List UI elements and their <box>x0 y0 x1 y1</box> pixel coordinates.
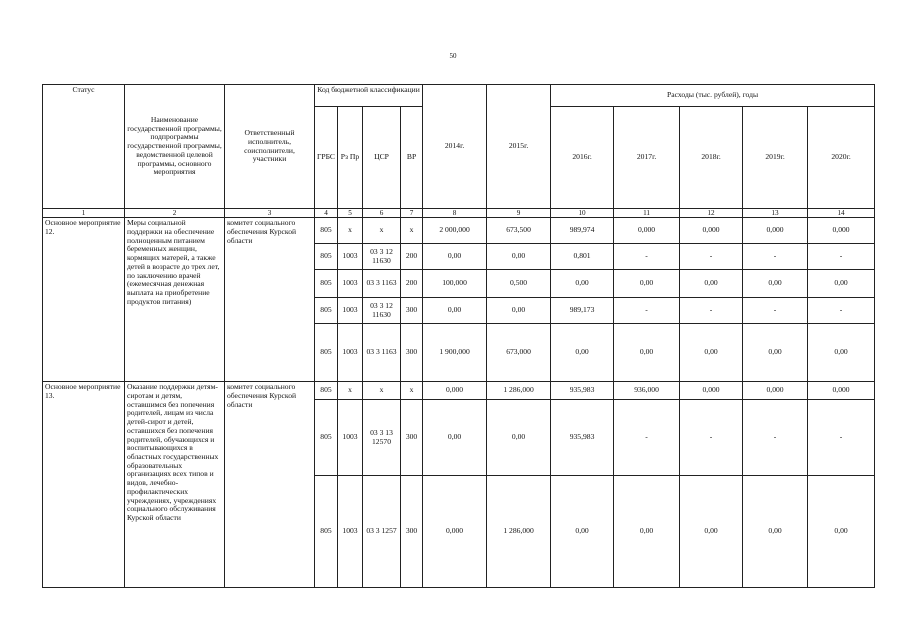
cell-csr: 03 3 1163 <box>363 324 401 382</box>
cell-grbs: 805 <box>315 476 338 588</box>
page-number: 50 <box>449 52 457 60</box>
cell-rzpr: x <box>338 218 363 244</box>
cell-2017: 0,00 <box>614 270 680 298</box>
cell-vr: 300 <box>401 298 423 324</box>
col-number: 11 <box>614 209 680 218</box>
m13-executor: комитет социального обеспечения Курской области <box>225 382 315 588</box>
cell-2020: - <box>808 298 875 324</box>
header-year-2018: 2018г. <box>680 107 743 209</box>
cell-2020: - <box>808 400 875 476</box>
header-budget-code: Код бюджетной классификации <box>315 85 423 107</box>
cell-rzpr: 1003 <box>338 270 363 298</box>
header-name: Наименование государственной программы, подпрограммы государственной программы, ведомственной целевой программы, основного мероприятия <box>125 85 225 209</box>
cell-2017: - <box>614 244 680 270</box>
cell-2014: 1 900,000 <box>423 324 487 382</box>
cell-2015: 673,000 <box>487 324 551 382</box>
cell-csr: x <box>363 218 401 244</box>
cell-vr: x <box>401 382 423 400</box>
cell-2016: 989,974 <box>551 218 614 244</box>
header-year-2014: 2014г. <box>423 85 487 209</box>
header-rzpr: Рз Пр <box>338 107 363 209</box>
cell-2018: - <box>680 400 743 476</box>
col-number: 2 <box>125 209 225 218</box>
cell-2014: 0,00 <box>423 244 487 270</box>
cell-grbs: 805 <box>315 400 338 476</box>
cell-2019: - <box>743 298 808 324</box>
header-csr: ЦСР <box>363 107 401 209</box>
cell-2016: 935,983 <box>551 400 614 476</box>
cell-2020: 0,000 <box>808 218 875 244</box>
col-number: 9 <box>487 209 551 218</box>
header-year-2019: 2019г. <box>743 107 808 209</box>
cell-2015: 0,00 <box>487 400 551 476</box>
cell-vr: 200 <box>401 244 423 270</box>
cell-vr: 300 <box>401 400 423 476</box>
cell-2018: 0,00 <box>680 324 743 382</box>
cell-grbs: 805 <box>315 298 338 324</box>
cell-csr: 03 3 1257 <box>363 476 401 588</box>
col-number: 8 <box>423 209 487 218</box>
cell-2019: - <box>743 244 808 270</box>
cell-csr: 03 3 1163 <box>363 270 401 298</box>
cell-2020: 0,00 <box>808 324 875 382</box>
m12-status: Основное мероприятие 12. <box>43 218 125 382</box>
col-number: 14 <box>808 209 875 218</box>
col-number: 5 <box>338 209 363 218</box>
col-number: 13 <box>743 209 808 218</box>
cell-vr: 200 <box>401 270 423 298</box>
cell-2015: 1 286,000 <box>487 382 551 400</box>
table-row <box>43 382 875 400</box>
m13-status: Основное мероприятие 13. <box>43 382 125 588</box>
header-year-2015: 2015г. <box>487 85 551 209</box>
header-year-2016: 2016г. <box>551 107 614 209</box>
header-year-2020: 2020г. <box>808 107 875 209</box>
col-number: 12 <box>680 209 743 218</box>
table-row <box>43 218 875 244</box>
header-status: Статус <box>43 85 125 209</box>
cell-2014: 0,00 <box>423 400 487 476</box>
cell-csr: 03 3 12 11630 <box>363 244 401 270</box>
cell-2016: 935,983 <box>551 382 614 400</box>
cell-2019: - <box>743 400 808 476</box>
col-number: 3 <box>225 209 315 218</box>
cell-2017: - <box>614 400 680 476</box>
cell-2017: 0,00 <box>614 476 680 588</box>
cell-2017: 0,00 <box>614 324 680 382</box>
budget-table <box>42 84 875 588</box>
cell-2014: 0,000 <box>423 476 487 588</box>
cell-2018: - <box>680 244 743 270</box>
column-numbers-row <box>43 209 875 218</box>
cell-2017: 936,000 <box>614 382 680 400</box>
col-number: 1 <box>43 209 125 218</box>
cell-2018: 0,00 <box>680 270 743 298</box>
cell-2018: 0,000 <box>680 218 743 244</box>
cell-2019: 0,000 <box>743 382 808 400</box>
cell-2014: 0,00 <box>423 298 487 324</box>
cell-2019: 0,000 <box>743 218 808 244</box>
header-year-2017: 2017г. <box>614 107 680 209</box>
cell-2020: 0,00 <box>808 270 875 298</box>
cell-2014: 2 000,000 <box>423 218 487 244</box>
cell-2019: 0,00 <box>743 324 808 382</box>
cell-grbs: 805 <box>315 218 338 244</box>
cell-rzpr: 1003 <box>338 244 363 270</box>
cell-grbs: 805 <box>315 244 338 270</box>
cell-2015: 673,500 <box>487 218 551 244</box>
cell-2014: 0,000 <box>423 382 487 400</box>
cell-csr: 03 3 13 12570 <box>363 400 401 476</box>
header-expenses: Расходы (тыс. рублей), годы <box>551 85 875 107</box>
cell-2020: - <box>808 244 875 270</box>
m12-name: Меры социальной поддержки на обеспечение полноценным питанием беременных женщин, кормящих матерей, а также детей в возрасте до трех лет, по заключению врачей (ежемесячная денежная выплата на приобретение продуктов питания) <box>125 218 225 382</box>
cell-2018: 0,00 <box>680 476 743 588</box>
header-vr: ВР <box>401 107 423 209</box>
cell-2019: 0,00 <box>743 270 808 298</box>
col-number: 4 <box>315 209 338 218</box>
m12-executor: комитет социального обеспечения Курской области <box>225 218 315 382</box>
col-number: 10 <box>551 209 614 218</box>
header-grbs: ГРБС <box>315 107 338 209</box>
cell-rzpr: 1003 <box>338 298 363 324</box>
cell-2020: 0,00 <box>808 476 875 588</box>
cell-2015: 0,00 <box>487 244 551 270</box>
cell-2019: 0,00 <box>743 476 808 588</box>
m13-name: Оказание поддержки детям-сиротам и детям, оставшимся без попечения родителей, лицам из числа детей-сирот и детей, оставшихся без попечения родителей, обучающихся и воспитывающихся в областных государственных образовательных организациях всех типов и видов, лечебно-профилактических учреждениях, учреждениях социального обслуживания Курской области <box>125 382 225 588</box>
cell-rzpr: x <box>338 382 363 400</box>
cell-2016: 0,00 <box>551 476 614 588</box>
header-executor: Ответственный исполнитель, соисполнители, участники <box>225 85 315 209</box>
cell-2016: 989,173 <box>551 298 614 324</box>
cell-2016: 0,00 <box>551 324 614 382</box>
cell-2014: 100,000 <box>423 270 487 298</box>
cell-2015: 0,00 <box>487 298 551 324</box>
cell-csr: x <box>363 382 401 400</box>
col-number: 7 <box>401 209 423 218</box>
cell-2016: 0,801 <box>551 244 614 270</box>
cell-grbs: 805 <box>315 324 338 382</box>
cell-2018: 0,000 <box>680 382 743 400</box>
cell-vr: 300 <box>401 324 423 382</box>
cell-grbs: 805 <box>315 382 338 400</box>
cell-2017: 0,000 <box>614 218 680 244</box>
cell-csr: 03 3 12 11630 <box>363 298 401 324</box>
col-number: 6 <box>363 209 401 218</box>
cell-2016: 0,00 <box>551 270 614 298</box>
cell-grbs: 805 <box>315 270 338 298</box>
cell-rzpr: 1003 <box>338 400 363 476</box>
cell-vr: x <box>401 218 423 244</box>
cell-rzpr: 1003 <box>338 324 363 382</box>
cell-2018: - <box>680 298 743 324</box>
cell-2015: 0,500 <box>487 270 551 298</box>
cell-2015: 1 286,000 <box>487 476 551 588</box>
cell-rzpr: 1003 <box>338 476 363 588</box>
cell-2020: 0,000 <box>808 382 875 400</box>
cell-2017: - <box>614 298 680 324</box>
cell-vr: 300 <box>401 476 423 588</box>
